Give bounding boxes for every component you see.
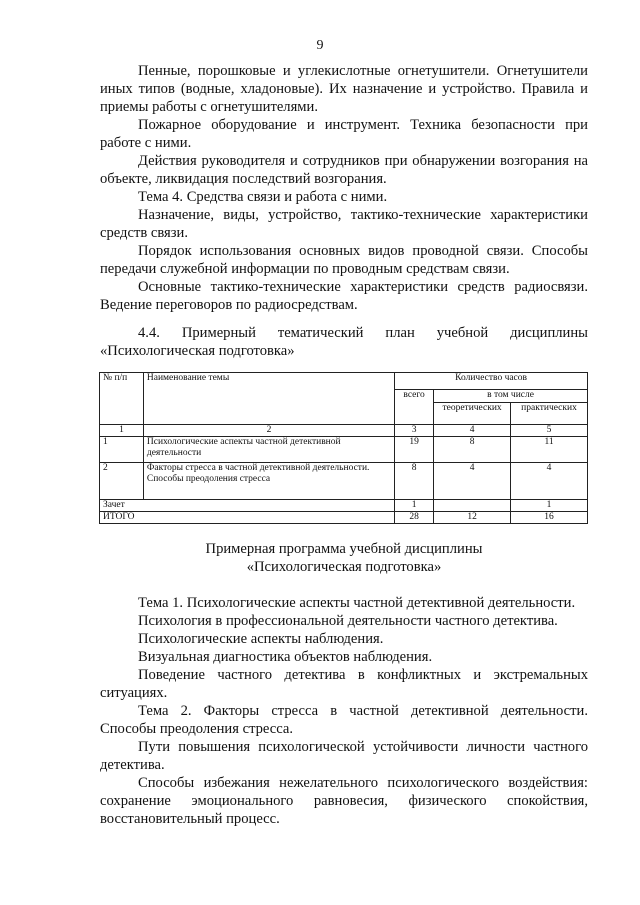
section-4-4-heading [100,324,588,360]
row-topic [143,463,394,500]
paragraph: Поведение частного детектива в конфликтных и экстремальных ситуациях. [100,667,588,701]
paragraph: Основные тактико-технические характеристики средств радиосвязи. Ведение переговоров по радиосредствам. [100,279,588,313]
paragraph: Пенные, порошковые и углекислотные огнетушители. Огнетушители иных типов (водные, хладоновые). Их назначение и устройство. Правила и приемы работы с огнетушителями. [100,63,588,115]
row-topic-line: Способы преодоления стресса [146,473,271,484]
table-row [100,463,588,500]
total-row [100,512,588,524]
row-practice: 4 [511,463,588,500]
page-number: 9 [316,38,324,53]
row-theory: 8 [434,437,511,463]
heading-word: тематический [277,325,364,341]
table-row [100,437,588,463]
row-topic: Психологические аспекты частной детективной деятельности [143,437,394,463]
program-title-line: «Психологическая подготовка» [246,559,442,575]
column-number: 5 [511,425,588,437]
row-topic-line: Факторы стресса в частной детективной деятельности. [146,463,370,473]
paragraph: Психологические аспекты наблюдения. [138,631,384,647]
paragraph: Назначение, виды, устройство, тактико-технические характеристики средств связи. [100,207,588,241]
section-psychology-program [100,594,588,828]
heading-word: дисциплины [510,325,588,341]
thematic-plan-table [99,372,588,524]
paragraph: Порядок использования основных видов проводной связи. Способы передачи служебной информации по проводным средствам связи. [100,243,588,277]
paragraph: Действия руководителя и сотрудников при обнаружении возгорания на объекте, ликвидация последствий возгорания. [100,153,588,187]
heading-word: план [385,325,415,341]
row-total: 8 [395,463,434,500]
header-hours: Количество часов [395,373,588,390]
heading-line-2: «Психологическая подготовка» [100,343,295,359]
total-hours: 28 [395,512,434,524]
row-total: 19 [395,437,434,463]
header-practice: практических [511,403,588,425]
program-title [100,540,588,576]
heading-word: 4.4. [138,325,160,341]
heading-word: учебной [436,325,489,341]
column-number: 4 [434,425,511,437]
row-number: 1 [100,437,144,463]
header-topic-name: Наименование темы [143,373,394,425]
zachet-row [100,500,588,512]
header-including: в том числе [434,390,588,403]
total-label: ИТОГО [100,512,395,524]
header-theory: теоретических [434,403,511,425]
program-title-line: Примерная программа учебной дисциплины [205,541,483,557]
topic-1-title: Тема 1. Психологические аспекты частной детективной деятельности. [138,595,576,611]
column-number: 2 [143,425,394,437]
zachet-practice: 1 [511,500,588,512]
paragraph: Пути повышения психологической устойчивости личности частного детектива. [100,739,588,773]
paragraph: Визуальная диагностика объектов наблюдения. [138,649,433,665]
row-practice: 11 [511,437,588,463]
zachet-total: 1 [395,500,434,512]
row-theory: 4 [434,463,511,500]
header-number: № п/п [100,373,144,425]
zachet-theory [434,500,511,512]
zachet-label: Зачет [100,500,395,512]
column-number: 3 [395,425,434,437]
paragraph: Пожарное оборудование и инструмент. Техника безопасности при работе с ними. [100,117,588,151]
paragraph: Психология в профессиональной деятельности частного детектива. [138,613,558,629]
header-total: всего [395,390,434,425]
topic-4-title: Тема 4. Средства связи и работа с ними. [138,189,388,205]
total-practice: 16 [511,512,588,524]
topic-2-title: Тема 2. Факторы стресса в частной детективной деятельности. Способы преодоления стресса. [100,703,588,737]
paragraph: Способы избежания нежелательного психологического воздействия: сохранение эмоционального равновесия, физического спокойствия, восстановительный процесс. [100,775,588,827]
heading-word: Примерный [181,325,256,341]
column-number: 1 [100,425,144,437]
section-fire-and-communication [100,62,588,314]
total-theory: 12 [434,512,511,524]
row-number: 2 [100,463,144,500]
